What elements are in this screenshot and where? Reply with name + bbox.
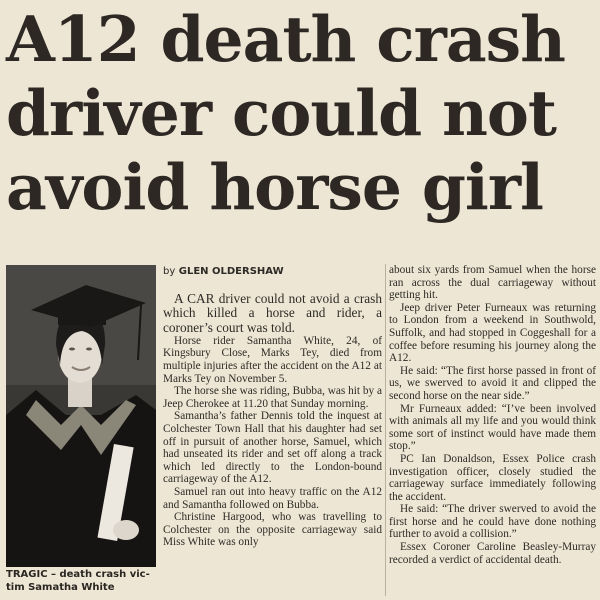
paragraph: He said: “The driver swerved to avoid the first horse and he could have done nothing further to avoid a collision.” [389, 503, 596, 541]
caption-line-1: TRAGIC – death crash vic- [6, 569, 150, 580]
headline-line-2: driver could not [6, 76, 557, 150]
headline [6, 2, 598, 224]
byline-prefix: by [163, 266, 176, 277]
lead-paragraph: A CAR driver could not avoid a crash which killed a horse and rider, a coroner’s court was told. [163, 291, 382, 335]
byline-author: GLEN OLDERSHAW [178, 266, 284, 277]
paragraph: about six yards from Samuel when the horse ran across the dual carriageway without getting hit. [389, 264, 596, 302]
headline-line-1: A12 death crash [6, 2, 565, 76]
caption-line-2: tim Samatha White [6, 582, 115, 593]
paragraph: He said: “The first horse passed in front of us, we swerved to avoid it and clipped the second horse on the near side.” [389, 364, 596, 402]
paragraph: Samuel ran out into heavy traffic on the A12 and Samantha followed on Bubba. [163, 486, 382, 511]
article-column-2 [389, 264, 596, 566]
paragraph: PC Ian Donaldson, Essex Police crash investigation officer, closely studied the carriageway surface immediately following the accident. [389, 452, 596, 503]
graduate-portrait-image [6, 265, 156, 567]
paragraph: Samantha’s father Dennis told the inquest at Colchester Town Hall that his daughter had set off in pursuit of another horse, Samuel, which had unseated its rider and set off along a track which led directly to the London-bound carriageway of the A12. [163, 410, 382, 486]
article-column-1 [163, 264, 382, 549]
headline-line-3: avoid horse girl [6, 150, 543, 224]
paragraph: Horse rider Samantha White, 24, of Kingsbury Close, Marks Tey, died from multiple injuries after the accident on the A12 at Marks Tey on November 5. [163, 334, 382, 385]
paragraph: Christine Hargood, who was travelling to Colchester on the opposite carriageway said Miss White was only [163, 511, 382, 549]
paragraph: Jeep driver Peter Furneaux was returning to London from a weekend in Southwold, Suffolk, and had stopped in Coggeshall for a coffee before resuming his journey along the A12. [389, 301, 596, 365]
paragraph: Essex Coroner Caroline Beasley-Murray recorded a verdict of accidental death. [389, 541, 596, 566]
byline [163, 264, 382, 292]
photo-caption [6, 568, 158, 594]
victim-photo [6, 265, 156, 567]
column-divider [385, 264, 386, 596]
paragraph: Mr Furneaux added: “I’ve been involved with animals all my life and you would think some sort of instinct would have made them stop.” [389, 402, 596, 453]
paragraph: The horse she was riding, Bubba, was hit by a Jeep Cherokee at 11.20 that Sunday morning. [163, 385, 383, 410]
